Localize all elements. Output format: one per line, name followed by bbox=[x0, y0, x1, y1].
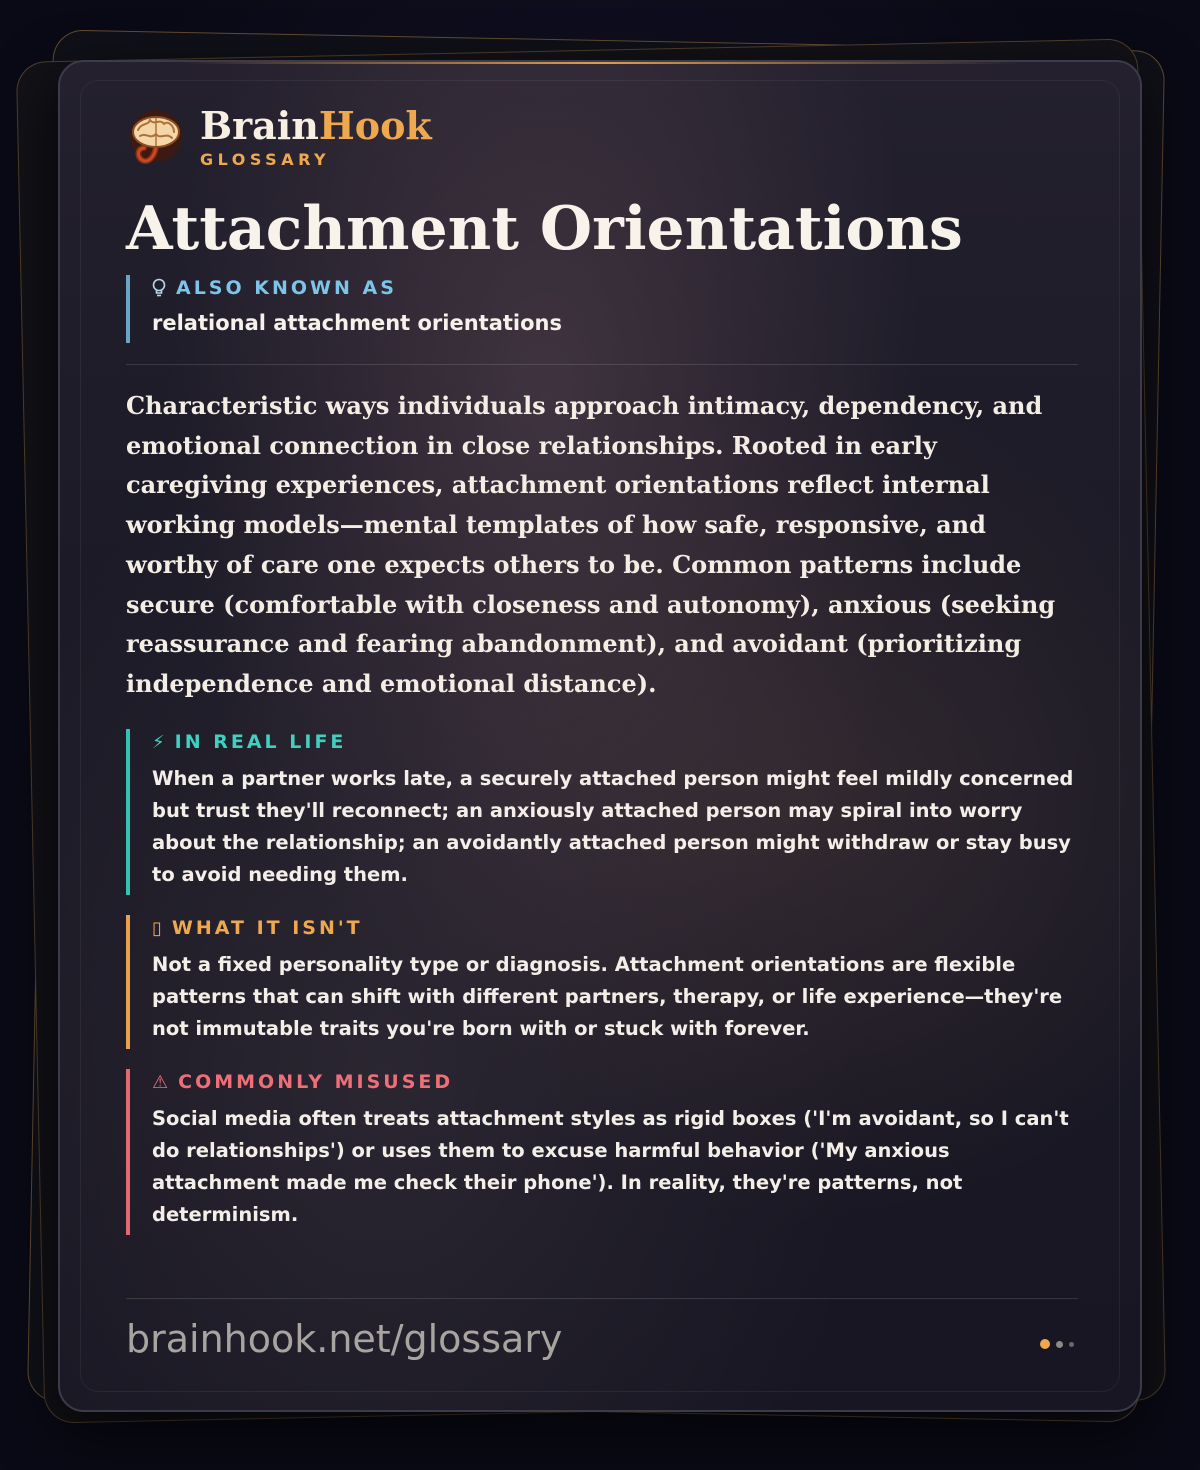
what-it-isnt-section bbox=[126, 915, 1078, 1049]
brand-name bbox=[200, 103, 432, 148]
in-real-life-section bbox=[126, 729, 1078, 895]
commonly-misused-section bbox=[126, 1069, 1078, 1235]
commonly-misused-label bbox=[152, 1071, 1078, 1093]
pagination-dot[interactable] bbox=[1056, 1341, 1063, 1348]
pagination-dot-active[interactable] bbox=[1040, 1339, 1050, 1349]
also-known-as-block bbox=[126, 275, 562, 343]
brand-name-part2: Hook bbox=[318, 103, 432, 148]
brand-subtitle: GLOSSARY bbox=[200, 150, 331, 169]
brand-header bbox=[126, 103, 432, 169]
also-known-as-label bbox=[152, 277, 562, 299]
divider bbox=[126, 364, 1078, 365]
warning-icon: ⚠ bbox=[152, 1071, 169, 1093]
term-title: Attachment Orientations bbox=[126, 194, 963, 264]
pagination-dots bbox=[1034, 1339, 1074, 1349]
commonly-misused-body: Social media often treats attachment styles as rigid boxes ('I'm avoidant, so I can't do relationships') or uses them to excuse harmful behavior ('My anxious attachment made me check their phone'). In reality, they're patterns, not determinism. bbox=[152, 1107, 1069, 1226]
glossary-card bbox=[58, 60, 1142, 1412]
what-it-isnt-label-text: WHAT IT ISN'T bbox=[171, 917, 363, 939]
also-known-as-label-text: ALSO KNOWN AS bbox=[176, 277, 397, 299]
also-known-as-value: relational attachment orientations bbox=[152, 311, 563, 335]
definition-text: Characteristic ways individuals approach intimacy, dependency, and emotional connection in close relationships. Rooted in early caregiving experiences, attachment orientations reflect internal working models—mental templates of how safe, responsive, and worthy of care one expects others to be. Common patterns include secure (comfortable with closeness and autonomy), anxious (seeking reassurance and fearing abandonment), and avoidant (prioritizing independence and emotional distance). bbox=[126, 391, 1056, 698]
in-real-life-body: When a partner works late, a securely attached person might feel mildly concerned but trust they'll reconnect; an anxiously attached person may spiral into worry about the relationship; an avoidantly attached person might withdraw or stay busy to avoid needing them. bbox=[152, 767, 1074, 886]
lightbulb-icon bbox=[152, 278, 166, 298]
commonly-misused-label-text: COMMONLY MISUSED bbox=[178, 1071, 454, 1093]
footer-url[interactable]: brainhook.net/glossary bbox=[126, 1317, 563, 1361]
what-it-isnt-body: Not a fixed personality type or diagnosis. Attachment orientations are flexible patterns that can shift with different partners, therapy, or life experience—they're not immutable traits you're born with or stuck with forever. bbox=[152, 953, 1063, 1040]
what-it-isnt-label bbox=[152, 917, 1078, 939]
divider bbox=[126, 1298, 1078, 1299]
pagination-dot[interactable] bbox=[1069, 1342, 1074, 1347]
lightning-icon: ⚡ bbox=[152, 731, 165, 753]
in-real-life-label-text: IN REAL LIFE bbox=[174, 731, 347, 753]
card-accent-line bbox=[180, 62, 1020, 64]
in-real-life-label bbox=[152, 731, 1078, 753]
missing-glyph-icon: ▯ bbox=[152, 917, 162, 939]
brain-hook-logo-icon bbox=[126, 108, 186, 168]
brand-name-part1: Brain bbox=[200, 103, 319, 148]
